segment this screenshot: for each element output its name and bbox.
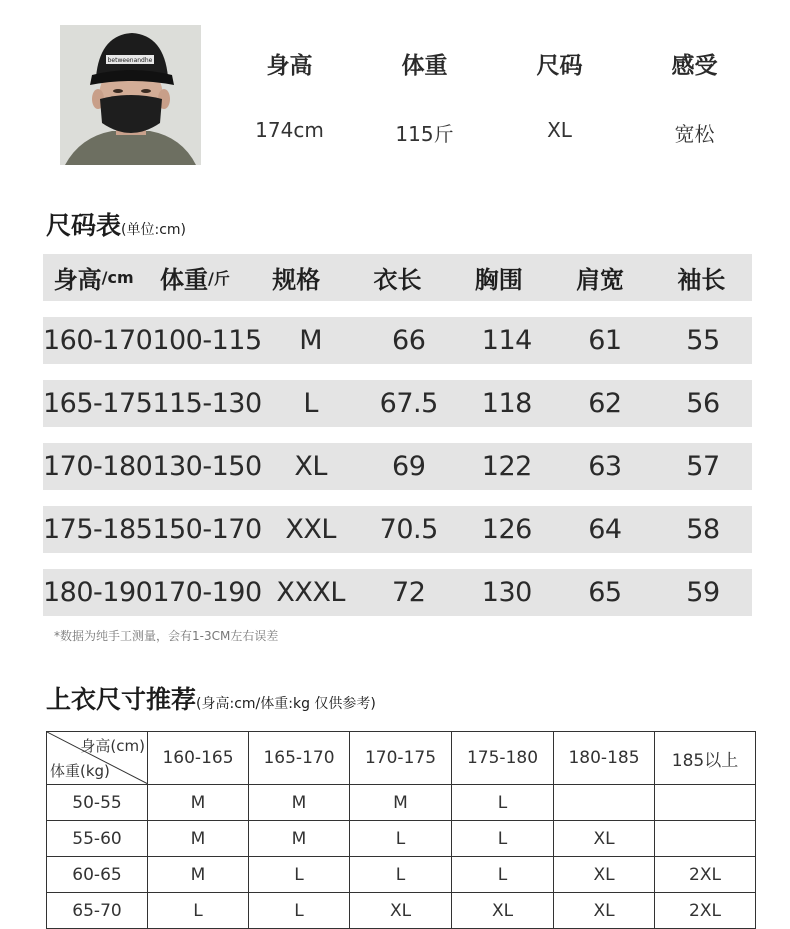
size-cell: 180-190 [43,577,153,608]
recommended-size-cell: XL [350,893,452,929]
recommendation-row [47,857,756,893]
size-header-cell [448,254,549,301]
size-header-cell [347,254,448,301]
recommended-size-cell: 2XL [655,857,756,893]
size-chart-unit-note: (单位:cm) [121,222,186,238]
size-cell: 62 [588,388,622,419]
size-cell: 72 [392,577,426,608]
recommended-size-cell: L [452,785,554,821]
model-value-height: 174cm [255,118,324,142]
size-row [43,380,752,427]
recommendation-table [46,731,756,929]
corner-label-height: 身高(cm) [80,737,145,755]
recommended-size-cell: XL [452,893,554,929]
size-cell: 100-115 [152,325,262,356]
size-cell: 56 [686,388,720,419]
size-header-label: 身高 [53,266,102,294]
size-chart-title-text: 尺码表 [46,211,122,240]
size-cell: 165-175 [43,388,153,419]
size-cell: 130 [481,577,532,608]
size-cell: 64 [588,514,622,545]
recommendation-header-row [47,732,756,785]
model-value-weight: 115斤 [395,122,454,146]
height-range-header: 175-180 [452,732,554,785]
recommended-size-cell: M [148,857,249,893]
size-chart-title [46,206,186,242]
model-photo [60,25,201,165]
size-cell: 150-170 [152,514,262,545]
corner-label-weight: 体重(kg) [50,762,110,780]
size-row [43,443,752,490]
recommended-size-cell: L [452,857,554,893]
recommended-size-cell: L [148,893,249,929]
size-chart-header [43,254,752,301]
recommended-size-cell: 2XL [655,893,756,929]
recommended-size-cell: L [350,857,452,893]
recommended-size-cell [554,785,655,821]
recommended-size-cell: M [148,785,249,821]
recommendation-row [47,821,756,857]
model-header-height: 身高 [266,52,313,79]
recommended-size-cell: XL [554,857,655,893]
recommended-size-cell: M [148,821,249,857]
size-cell: 57 [686,451,720,482]
model-info [222,25,762,165]
weight-range-cell: 60-65 [47,857,148,893]
size-cell: 69 [392,451,426,482]
size-cell: 65 [588,577,622,608]
size-cell: 70.5 [379,514,438,545]
size-cell: 58 [686,514,720,545]
size-header-label: 肩宽 [576,266,625,294]
size-cell: 170-190 [152,577,262,608]
size-row [43,506,752,553]
size-cell: 122 [481,451,532,482]
recommended-size-cell: L [249,857,350,893]
size-cell: 66 [392,325,426,356]
size-header-label: 体重 [159,266,208,294]
size-header-cell [651,254,752,301]
size-header-cell [246,254,347,301]
size-cell: 59 [686,577,720,608]
recommendation-row [47,893,756,929]
size-cell: 170-180 [43,451,153,482]
size-header-label: 衣长 [373,266,422,294]
recommendation-row [47,785,756,821]
height-range-header: 180-185 [554,732,655,785]
recommended-size-cell: XL [554,893,655,929]
size-cell: 126 [481,514,532,545]
height-range-header: 165-170 [249,732,350,785]
size-cell: 67.5 [379,388,438,419]
diagonal-header-cell [47,732,148,785]
model-header-weight: 体重 [401,52,448,79]
size-cell: XL [294,451,327,482]
model-header-size: 尺码 [536,52,583,79]
size-header-label: 规格 [272,266,321,294]
recommended-size-cell: L [249,893,350,929]
model-value-feel: 宽松 [674,122,715,146]
size-header-cell [549,254,650,301]
size-header-label: 胸围 [474,266,523,294]
size-cell: XXL [285,514,336,545]
recommended-size-cell: M [249,821,350,857]
weight-range-cell: 65-70 [47,893,148,929]
recommended-size-cell: M [249,785,350,821]
recommended-size-cell: L [350,821,452,857]
size-cell: L [303,388,318,419]
size-cell: 61 [588,325,622,356]
measurement-note: *数据为纯手工测量，会有1-3CM左右误差 [54,629,279,643]
height-range-header: 170-175 [350,732,452,785]
size-row [43,569,752,616]
size-cell: 115-130 [152,388,262,419]
weight-range-cell: 50-55 [47,785,148,821]
recommendation-title [46,680,376,716]
recommendation-title-text: 上衣尺寸推荐 [46,685,197,714]
size-row [43,317,752,364]
model-header-feel: 感受 [671,52,718,79]
size-cell: M [299,325,323,356]
size-header-cell [144,254,245,301]
cap-text: betweenandhe [107,57,153,64]
size-cell: 175-185 [43,514,153,545]
size-cell: 118 [481,388,532,419]
height-range-header: 185以上 [655,732,756,785]
recommended-size-cell [655,821,756,857]
recommended-size-cell: XL [554,821,655,857]
size-cell: 160-170 [43,325,153,356]
weight-range-cell: 55-60 [47,821,148,857]
recommended-size-cell: M [350,785,452,821]
size-cell: 63 [588,451,622,482]
model-value-size: XL [547,118,572,142]
height-range-header: 160-165 [148,732,249,785]
size-cell: 55 [686,325,720,356]
size-header-unit: /斤 [207,269,230,288]
recommendation-subtitle: (身高:cm/体重:kg 仅供参考) [196,696,376,712]
recommended-size-cell: L [452,821,554,857]
size-cell: 114 [481,325,532,356]
size-cell: XXXL [276,577,345,608]
size-cell: 130-150 [152,451,262,482]
recommended-size-cell [655,785,756,821]
size-header-unit: /cm [101,268,134,287]
size-header-label: 袖长 [677,266,726,294]
size-header-cell [43,254,144,301]
